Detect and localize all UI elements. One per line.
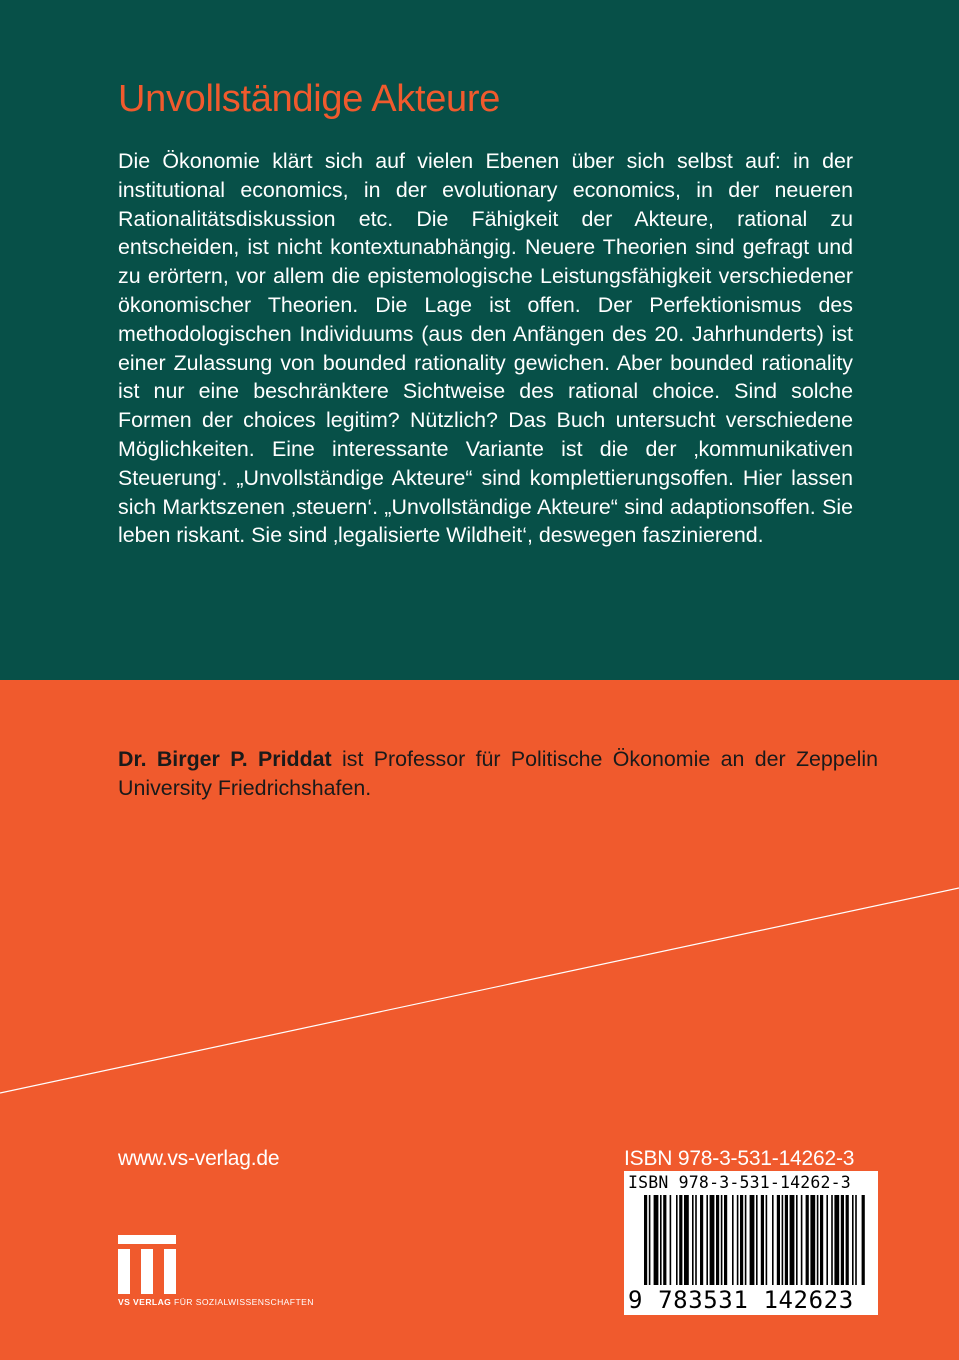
barcode-number: 9 783531 142623 — [628, 1286, 854, 1314]
barcode-bar — [782, 1195, 784, 1285]
barcode-bar — [761, 1195, 764, 1285]
barcode-bar — [801, 1195, 803, 1285]
barcode-bar — [820, 1195, 823, 1285]
barcode-bar — [679, 1195, 682, 1285]
barcode-bar — [834, 1195, 839, 1285]
barcode-bar — [756, 1195, 758, 1285]
website-link[interactable]: www.vs-verlag.de — [118, 1147, 280, 1170]
barcode-bar — [684, 1195, 689, 1285]
barcode-bar — [846, 1195, 849, 1285]
barcode-bar — [737, 1195, 739, 1285]
barcode-bar — [670, 1195, 672, 1285]
isbn-label: ISBN 978-3-531-14262-3 — [624, 1147, 855, 1170]
barcode-bar — [649, 1195, 651, 1285]
publisher-name-bold: VS VERLAG — [118, 1297, 172, 1307]
barcode-bar — [745, 1195, 747, 1285]
barcode-bar — [692, 1195, 694, 1285]
barcode-bar — [644, 1195, 647, 1285]
barcode-bar — [841, 1195, 844, 1285]
barcode-bar — [796, 1195, 798, 1285]
barcode-bar — [660, 1195, 662, 1285]
barcode-bar — [740, 1195, 743, 1285]
publisher-name-light: FÜR SOZIALWISSENSCHAFTEN — [171, 1297, 314, 1307]
isbn-barcode — [624, 1171, 878, 1315]
barcode-bar — [785, 1195, 788, 1285]
barcode-bar — [852, 1195, 854, 1285]
barcode-bar — [654, 1195, 659, 1285]
barcode-bar — [716, 1195, 719, 1285]
barcode-bar — [777, 1195, 780, 1285]
barcode-bar — [817, 1195, 819, 1285]
barcode-bar — [695, 1195, 697, 1285]
barcode-isbn-text: ISBN 978-3-531-14262-3 — [628, 1173, 851, 1192]
book-blurb: Die Ökonomie klärt sich auf vielen Ebenen über sich selbst auf: in der institutional economics, in der evolutionary economics, in der neueren Rationalitätsdiskussion etc. Die Fähigkeit der Akteure, rational zu entscheiden, ist nicht kontextunabhängig. Neuere Theorien sind gefragt und zu erörtern, vor allem die epistemologische Leistungsfähigkeit verschiedener ökonomischer Theorien. Die Lage ist offen. Der Perfektionismus des methodologischen Individuums (aus den Anfängen des 20. Jahrhunderts) ist einer Zulassung von bounded rationality gewichen. Aber bounded rationality ist nur eine beschränktere Sichtweise des rational choice. Sind solche Formen der choices legitim? Nützlich? Das Buch untersucht verschiedene Möglichkeiten. Eine interessante Variante ist die der ‚kommunikativen Steuerung‘. „Unvollständige Akteure“ sind komplettierungsoffen. Hier lassen sich Marktszenen ‚steuern‘. „Unvollständige Akteure“ sind adaptionsoffen. Sie leben riskant. Sie sind ‚legalisierte Wildheit‘, deswegen faszinierend. — [118, 149, 853, 548]
diagonal-line — [0, 860, 959, 1100]
barcode-bar — [831, 1195, 833, 1285]
book-title: Unvollständige Akteure — [118, 78, 501, 120]
author-bio-text: ist Professor für Politische Ökonomie an der Zeppelin University Friedrichshafen. — [118, 747, 878, 800]
barcode-bar — [721, 1195, 723, 1285]
barcode-bar — [700, 1195, 703, 1285]
barcode-bar — [710, 1195, 715, 1285]
barcode-bar — [806, 1195, 809, 1285]
barcode-bar — [706, 1195, 708, 1285]
barcode-bar — [732, 1195, 734, 1285]
barcode-bar — [810, 1195, 815, 1285]
barcode-bar — [663, 1195, 666, 1285]
barcode-bar — [750, 1195, 755, 1285]
barcode-bar — [676, 1195, 678, 1285]
barcode-bar — [790, 1195, 795, 1285]
barcode-bar — [855, 1195, 857, 1285]
barcode-bar — [724, 1195, 727, 1285]
barcode-bar — [862, 1195, 865, 1285]
publisher-name — [118, 1297, 314, 1307]
barcode-bar — [766, 1195, 768, 1285]
barcode-bar — [772, 1195, 774, 1285]
author-bio — [118, 745, 878, 803]
barcode-bar — [826, 1195, 828, 1285]
author-name: Dr. Birger P. Priddat — [118, 747, 332, 771]
